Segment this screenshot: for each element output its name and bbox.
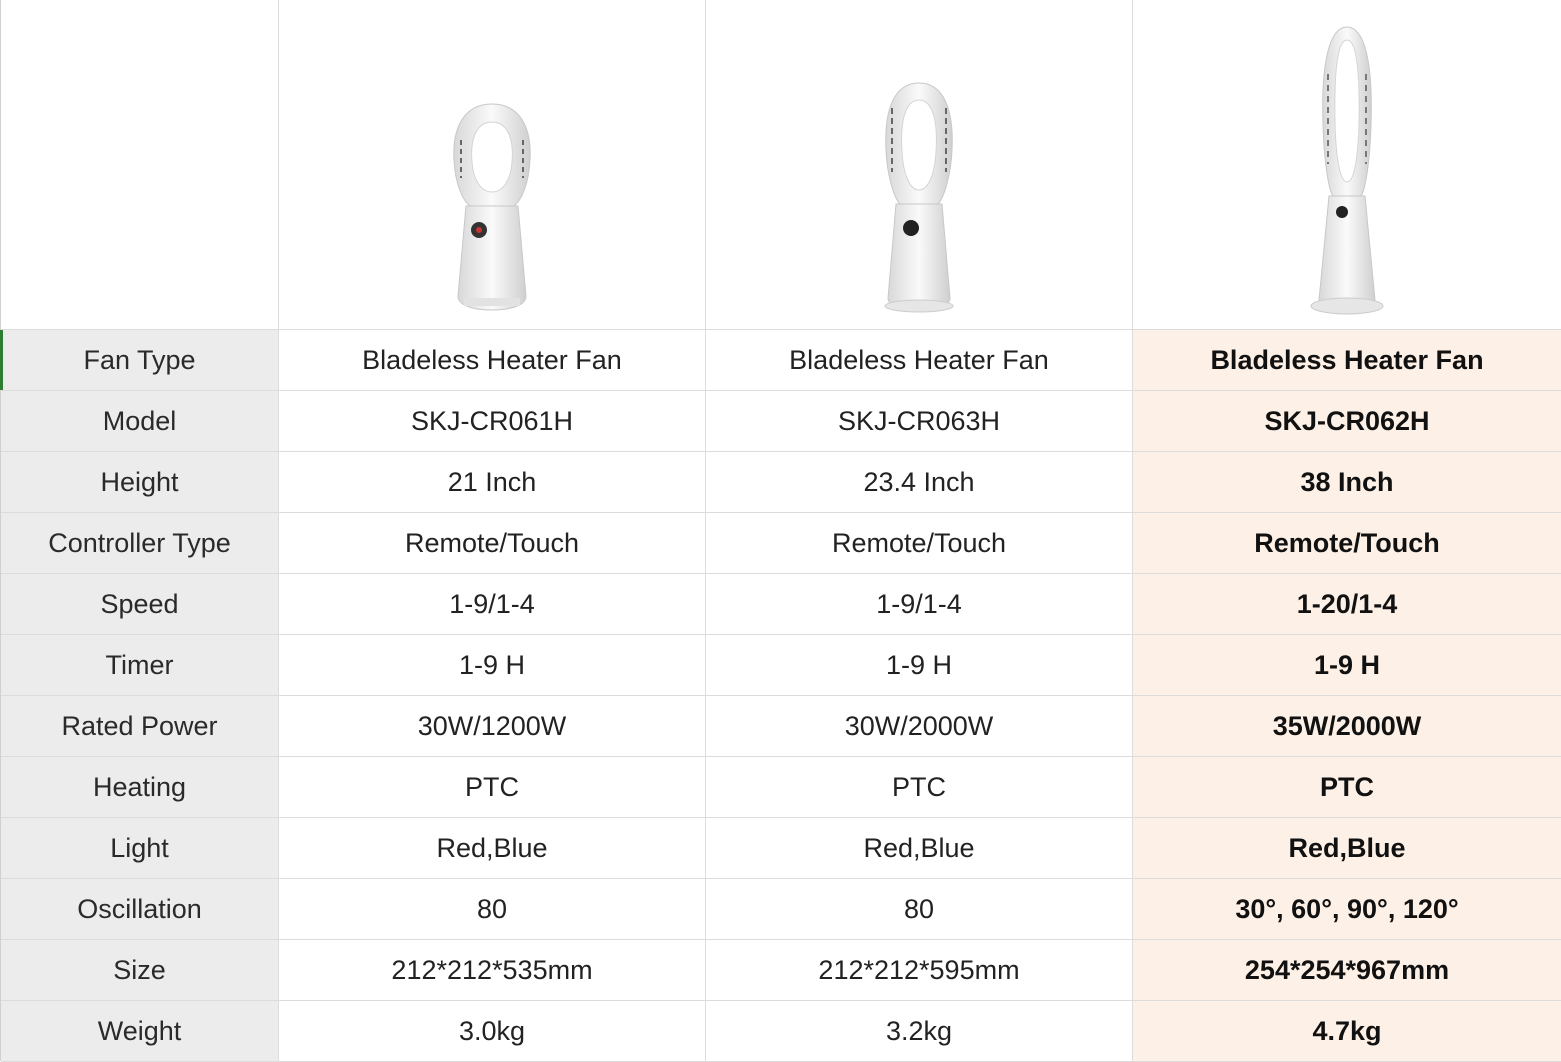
cell-light-product-3: Red,Blue	[1133, 818, 1561, 879]
cell-rated-power-product-3: 35W/2000W	[1133, 696, 1561, 757]
row-label-size: Size	[1, 940, 279, 1001]
cell-light-product-1: Red,Blue	[279, 818, 706, 879]
cell-controller-type-product-3: Remote/Touch	[1133, 513, 1561, 574]
cell-fan-type-product-2: Bladeless Heater Fan	[706, 330, 1133, 391]
row-label-fan-type: Fan Type	[1, 330, 279, 391]
row-label-model: Model	[1, 391, 279, 452]
product-image-cell-3	[1133, 0, 1561, 330]
cell-timer-product-1: 1-9 H	[279, 635, 706, 696]
cell-oscillation-product-3: 30°, 60°, 90°, 120°	[1133, 879, 1561, 940]
cell-height-product-3: 38 Inch	[1133, 452, 1561, 513]
cell-speed-product-1: 1-9/1-4	[279, 574, 706, 635]
cell-timer-product-2: 1-9 H	[706, 635, 1133, 696]
row-label-controller-type: Controller Type	[1, 513, 279, 574]
row-label-weight: Weight	[1, 1001, 279, 1062]
cell-light-product-2: Red,Blue	[706, 818, 1133, 879]
cell-controller-type-product-2: Remote/Touch	[706, 513, 1133, 574]
cell-heating-product-3: PTC	[1133, 757, 1561, 818]
cell-weight-product-1: 3.0kg	[279, 1001, 706, 1062]
row-label-oscillation: Oscillation	[1, 879, 279, 940]
cell-speed-product-3: 1-20/1-4	[1133, 574, 1561, 635]
bladeless-fan-short-icon	[442, 100, 542, 315]
cell-fan-type-product-3: Bladeless Heater Fan	[1133, 330, 1561, 391]
bladeless-fan-tall-icon	[1307, 24, 1387, 320]
cell-weight-product-3: 4.7kg	[1133, 1001, 1561, 1062]
cell-weight-product-2: 3.2kg	[706, 1001, 1133, 1062]
cell-model-product-2: SKJ-CR063H	[706, 391, 1133, 452]
row-marker	[0, 330, 3, 390]
cell-height-product-2: 23.4 Inch	[706, 452, 1133, 513]
cell-rated-power-product-2: 30W/2000W	[706, 696, 1133, 757]
cell-heating-product-2: PTC	[706, 757, 1133, 818]
cell-model-product-1: SKJ-CR061H	[279, 391, 706, 452]
cell-fan-type-product-1: Bladeless Heater Fan	[279, 330, 706, 391]
cell-rated-power-product-1: 30W/1200W	[279, 696, 706, 757]
cell-height-product-1: 21 Inch	[279, 452, 706, 513]
cell-controller-type-product-1: Remote/Touch	[279, 513, 706, 574]
row-label-light: Light	[1, 818, 279, 879]
row-label-heating: Heating	[1, 757, 279, 818]
cell-heating-product-1: PTC	[279, 757, 706, 818]
row-label-timer: Timer	[1, 635, 279, 696]
cell-speed-product-2: 1-9/1-4	[706, 574, 1133, 635]
row-label-speed: Speed	[1, 574, 279, 635]
product-image-cell-2	[706, 0, 1133, 330]
cell-oscillation-product-1: 80	[279, 879, 706, 940]
cell-model-product-3: SKJ-CR062H	[1133, 391, 1561, 452]
product-image-cell-1	[279, 0, 706, 330]
bladeless-fan-medium-icon	[874, 80, 964, 315]
row-label-rated-power: Rated Power	[1, 696, 279, 757]
row-label-height: Height	[1, 452, 279, 513]
cell-oscillation-product-2: 80	[706, 879, 1133, 940]
cell-size-product-3: 254*254*967mm	[1133, 940, 1561, 1001]
cell-timer-product-3: 1-9 H	[1133, 635, 1561, 696]
cell-size-product-2: 212*212*595mm	[706, 940, 1133, 1001]
cell-size-product-1: 212*212*535mm	[279, 940, 706, 1001]
header-corner	[1, 0, 279, 330]
